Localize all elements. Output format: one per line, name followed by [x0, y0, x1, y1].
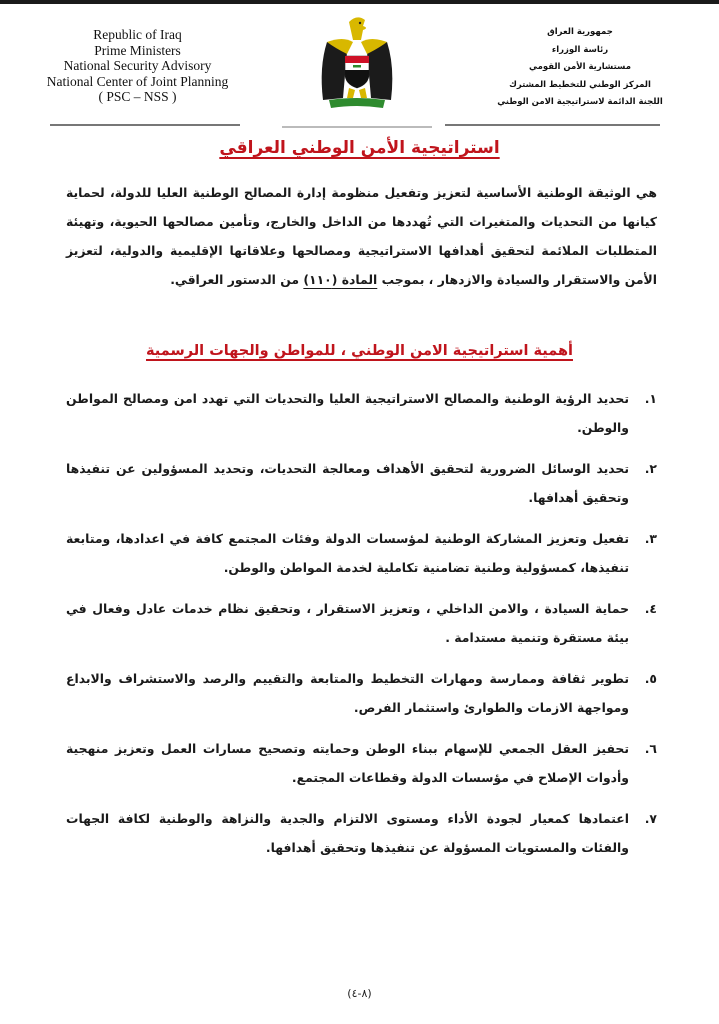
list-item-text: تحفيز العقل الجمعي للإسهام ببناء الوطن وحمايته وتصحيح مسارات العمل وتعزيز منهجية وأدوات الإصلاح في مؤسسات الدولة وقطاعات المجتمع.	[66, 741, 629, 785]
list-item-number: ٦.	[644, 741, 657, 756]
section-heading	[0, 343, 719, 359]
letterhead-line-ar: اللجنة الدائمة لاستراتيجية الامن الوطني	[497, 97, 663, 107]
letterhead-line-ar: مستشارية الأمن القومي	[529, 62, 631, 72]
list-item	[66, 734, 657, 792]
letterhead-line-en: National Security Advisory	[63, 58, 212, 73]
list-item-text: تطوير ثقافة وممارسة ومهارات التخطيط والمتابعة والتقييم والرصد والاستشراف والابداع ومواجهة الازمات والطوارئ واستثمار الفرص.	[66, 671, 629, 715]
intro-paragraph	[66, 178, 657, 294]
list-item	[66, 454, 657, 512]
list-item	[66, 524, 657, 582]
list-item-number: ٧.	[644, 811, 657, 826]
header-divider-center	[282, 126, 432, 128]
header-divider-right	[445, 124, 660, 126]
header-divider-left	[50, 124, 240, 126]
letterhead-line-ar: المركز الوطني للتخطيط المشترك	[509, 79, 651, 90]
top-border	[0, 0, 719, 4]
intro-text: هي الوثيقة الوطنية الأساسية لتعزيز وتفعيل منظومة إدارة المصالح الوطنية العليا للدولة، لحماية كيانها من التحديات والمتغيرات التي تُهددها من الداخل والخارج، وتأمين مصالحها الحيوية، وتهيئة المتطلبات الملائمة لتحقيق أهدافها الاستراتيجية ومصالحها وعلاقاتها الإقليمية والدولية، لتعزيز الأمن والاستقرار والسيادة والازدهار ، بموجب	[66, 185, 657, 287]
list-item-text: تحديد الوسائل الضرورية لتحقيق الأهداف ومعالجة التحديات، وتحديد المسؤولين عن تنفيذها وتحقيق أهدافها.	[66, 461, 629, 505]
letterhead-line-en: ( PSC – NSS )	[98, 89, 177, 104]
letterhead-line-en: Prime Ministers	[94, 42, 181, 58]
list-item	[66, 664, 657, 722]
importance-list	[66, 384, 657, 874]
list-item-number: ٣.	[644, 531, 657, 546]
constitution-article-reference: المادة (١١٠)	[303, 272, 378, 287]
document-title-text: استراتيجية الأمن الوطني العراقي	[219, 138, 500, 158]
list-item-text: تحديد الرؤية الوطنية والمصالح الاستراتيجية العليا والتحديات التي تهدد امن ومصالح المواطن والوطن.	[66, 391, 629, 435]
letterhead-line-en: Republic of Iraq	[93, 27, 182, 42]
list-item-number: ٢.	[644, 461, 657, 476]
list-item	[66, 804, 657, 862]
letterhead-line-ar: جمهورية العراق	[547, 27, 613, 37]
list-item-text: تفعيل وتعزيز المشاركة الوطنية لمؤسسات الدولة وفئات المجتمع كافة في اعدادها، ومتابعة تنفيذها، كمسؤولية وطنية تضامنية تكاملية لخدمة المواطن والوطن.	[66, 531, 629, 575]
iraq-emblem-icon	[313, 12, 401, 112]
list-item-text: اعتمادها كمعيار لجودة الأداء ومستوى الالتزام والجدية والنزاهة والوطنية لكافة الجهات والفئات والمستويات المسؤولة عن تنفيذها وتحقيق أهدافها.	[66, 811, 629, 855]
list-item	[66, 594, 657, 652]
section-heading-text: أهمية استراتيجية الامن الوطني ، للمواطن والجهات الرسمية	[146, 343, 573, 359]
list-item-number: ٤.	[644, 601, 657, 616]
list-item-number: ٥.	[644, 671, 657, 686]
list-item-number: ١.	[644, 391, 657, 406]
list-item	[66, 384, 657, 442]
document-title	[0, 138, 719, 158]
arabic-letterhead	[465, 24, 695, 112]
intro-text-end: من الدستور العراقي.	[170, 272, 304, 287]
english-letterhead	[30, 27, 245, 105]
letterhead-line-ar: رئاسة الوزراء	[551, 44, 609, 55]
list-item-text: حماية السيادة ، والامن الداخلي ، وتعزيز الاستقرار ، وتحقيق نظام خدمات عادل وفعال في بيئة مستقرة وتنمية مستدامة .	[66, 601, 629, 645]
page-number: (٨-٤)	[347, 987, 372, 1000]
letterhead-line-en: National Center of Joint Planning	[46, 73, 229, 89]
